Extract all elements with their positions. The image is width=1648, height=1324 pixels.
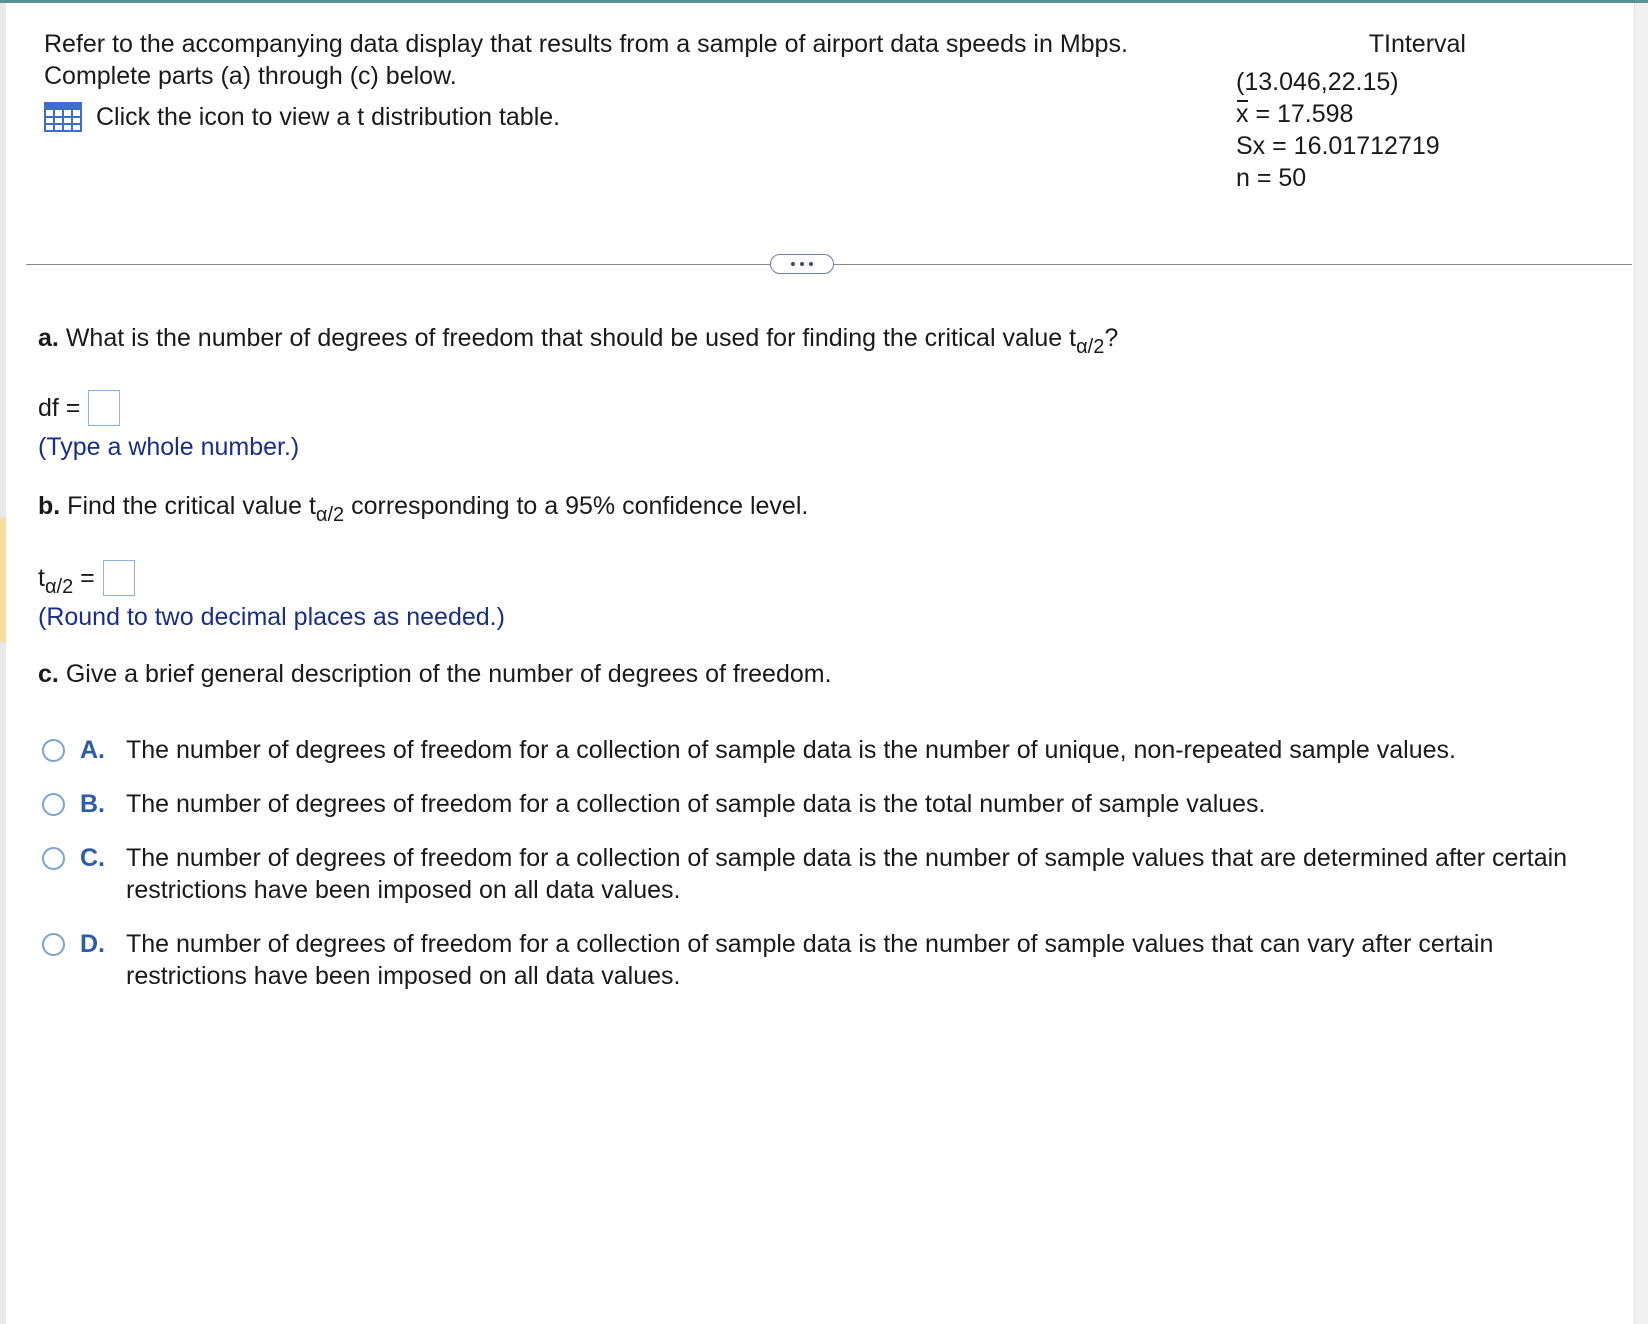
- choice-c[interactable]: [42, 842, 1602, 906]
- display-title: TInterval: [1368, 30, 1466, 58]
- display-sx: Sx = 16.01712719: [1236, 132, 1440, 160]
- choice-b-text: The number of degrees of freedom for a collection of sample data is the total number of sample values.: [126, 790, 1266, 818]
- ellipsis-dot-icon: [809, 262, 813, 266]
- left-edge-bar: [0, 3, 6, 1324]
- t-symbol: t: [38, 564, 45, 592]
- intro-line-2: Complete parts (a) through (c) below.: [44, 62, 457, 90]
- t-table-link[interactable]: [44, 100, 560, 134]
- part-c-label: c.: [38, 660, 59, 688]
- choice-b[interactable]: [42, 788, 1602, 820]
- choice-a[interactable]: [42, 734, 1602, 766]
- radio-a[interactable]: [42, 739, 65, 762]
- t-critical-label: [38, 562, 95, 598]
- part-b-text: Find the critical value t: [67, 492, 316, 520]
- display-mean: [1236, 98, 1516, 130]
- t-critical-input[interactable]: [103, 560, 135, 596]
- part-c-question: [38, 658, 832, 690]
- part-b-hint: (Round to two decimal places as needed.): [38, 603, 505, 631]
- ellipsis-dot-icon: [791, 262, 795, 266]
- part-a-question: [38, 322, 1119, 358]
- choice-a-letter: A.: [80, 736, 105, 764]
- choice-a-text: The number of degrees of freedom for a collection of sample data is the number of unique, non-repeated sample values.: [126, 736, 1456, 764]
- table-grid-icon[interactable]: [44, 102, 82, 132]
- radio-d[interactable]: [42, 933, 65, 956]
- choice-c-text: The number of degrees of freedom for a collection of sample data is the number of sample values that are determined after certain restrictions have been imposed on all data values.: [126, 844, 1568, 904]
- x-bar-symbol: x: [1236, 100, 1249, 128]
- df-input[interactable]: [88, 390, 120, 426]
- display-interval: (13.046,22.15): [1236, 68, 1399, 96]
- choice-d[interactable]: [42, 928, 1602, 992]
- part-a-label: a.: [38, 324, 59, 352]
- expand-more-button[interactable]: [770, 254, 834, 274]
- part-c-text: Give a brief general description of the number of degrees of freedom.: [65, 660, 832, 688]
- choice-b-letter: B.: [80, 790, 105, 818]
- radio-c[interactable]: [42, 847, 65, 870]
- intro-line-1: Refer to the accompanying data display that results from a sample of airport data speeds in Mbps.: [44, 30, 1128, 58]
- df-label: df =: [38, 394, 81, 422]
- tinterval-data-display: [1236, 28, 1516, 194]
- choice-d-letter: D.: [80, 930, 105, 958]
- choice-c-letter: C.: [80, 844, 105, 872]
- t-critical-answer-row: [38, 560, 135, 596]
- radio-b[interactable]: [42, 793, 65, 816]
- part-a-subscript: α/2: [1076, 336, 1105, 358]
- part-a-hint: (Type a whole number.): [38, 433, 300, 461]
- part-a-end: ?: [1104, 324, 1119, 352]
- part-b-question: [38, 490, 809, 526]
- display-n: n = 50: [1236, 164, 1307, 192]
- part-b-subscript: α/2: [315, 504, 345, 526]
- part-b-label: b.: [38, 492, 61, 520]
- top-accent-line: [0, 0, 1648, 3]
- left-edge-highlight: [0, 518, 6, 642]
- part-a-text: What is the number of degrees of freedom that should be used for finding the critical value t: [65, 324, 1077, 352]
- t-table-link-label[interactable]: Click the icon to view a t distribution table.: [96, 103, 561, 131]
- problem-intro: [44, 28, 1128, 92]
- t-critical-equals: =: [80, 564, 95, 592]
- vertical-scrollbar[interactable]: [1634, 3, 1648, 1324]
- display-mean-value: = 17.598: [1255, 100, 1354, 128]
- ellipsis-dot-icon: [800, 262, 804, 266]
- t-critical-subscript: α/2: [44, 576, 74, 598]
- choice-d-text: The number of degrees of freedom for a collection of sample data is the number of sample values that can vary after certain restrictions have been imposed on all data values.: [126, 930, 1494, 990]
- answer-choices: [42, 734, 1602, 992]
- df-answer-row: [38, 390, 120, 426]
- part-b-end: corresponding to a 95% confidence level.: [351, 492, 809, 520]
